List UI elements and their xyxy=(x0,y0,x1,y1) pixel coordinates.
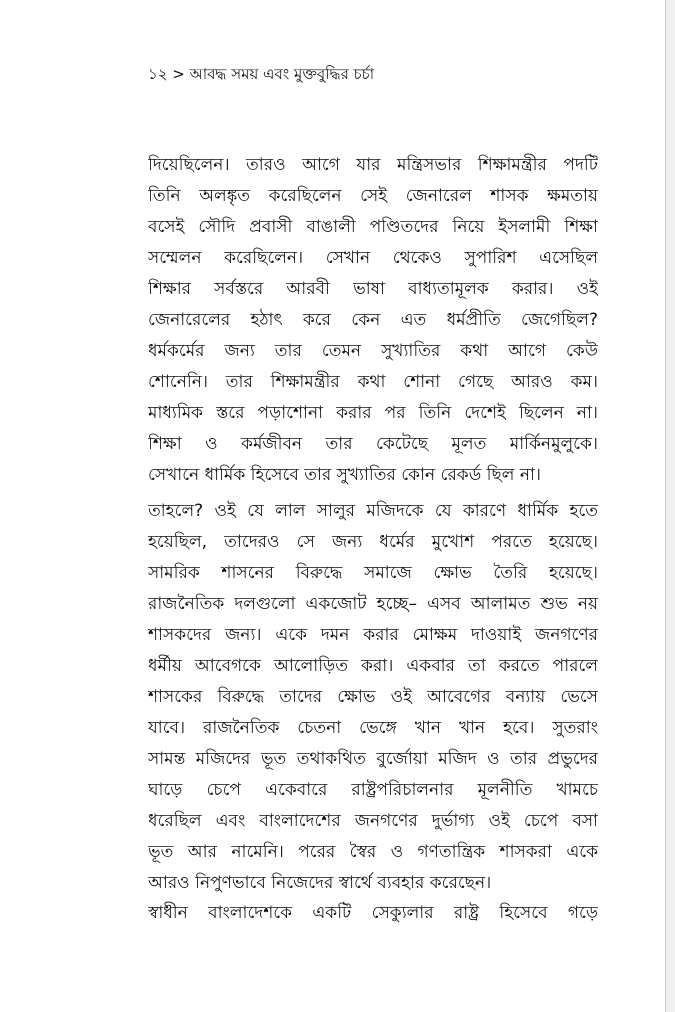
text-line: আরও নিপুণভাবে নিজেদের স্বার্থে ব্যবহার করেছেন। xyxy=(148,873,492,893)
text-line: তিনি অলঙ্কৃত করেছিলেন সেই জেনারেল শাসক ক্ষমতায় xyxy=(148,186,598,206)
paragraph-2 xyxy=(148,496,598,899)
running-header: ১২ > আবদ্ধ সময় এবং মুক্তবুদ্ধির চর্চা xyxy=(148,65,375,83)
paragraph-3 xyxy=(148,898,598,929)
text-line: ঘাড়ে চেপে একেবারে রাষ্ট্রপরিচালনার মূলনীতি খামচে xyxy=(148,780,598,800)
text-line: শাসকদের জন্য। একে দমন করার মোক্ষম দাওয়াই জনগণের xyxy=(148,625,598,645)
text-line: শিক্ষা ও কর্মজীবন তার কেটেছে মূলত মার্কিনমুলুকে। xyxy=(148,434,598,454)
text-line: স্বাধীন বাংলাদেশকে একটি সেক্যুলার রাষ্ট্র হিসেবে গড়ে xyxy=(148,903,598,923)
text-line: সামন্ত মজিদের ভূত তথাকথিত বুর্জোয়া মজিদ ও তার প্রভুদের xyxy=(148,749,598,769)
text-line: ধরেছিল এবং বাংলাদেশের জনগণের দুর্ভাগ্য ওই চেপে বসা xyxy=(148,811,598,831)
text-line: ধর্মীয় আবেগকে আলোড়িত করা। একবার তা করতে পারলে xyxy=(148,656,598,676)
page-edge xyxy=(665,0,675,1012)
text-line: শাসকের বিরুদ্ধে তাদের ক্ষোভ ওই আবেগের বন্যায় ভেসে xyxy=(148,687,598,707)
text-line: ধর্মকর্মের জন্য তার তেমন সুখ্যাতির কথা আগে কেউ xyxy=(148,341,598,361)
text-line: জেনারেলের হঠাৎ করে কেন এত ধর্মপ্রীতি জেগেছিল? xyxy=(148,310,598,330)
text-line: সম্মেলন করেছিলেন। সেখান থেকেও সুপারিশ এসেছিল xyxy=(148,248,598,268)
text-line: ভূত আর নামেনি। পরের স্বৈর ও গণতান্ত্রিক শাসকরা একে xyxy=(148,842,598,862)
text-line: যাবে। রাজনৈতিক চেতনা ভেঙ্গে খান খান হবে। সুতরাং xyxy=(148,718,598,738)
text-line: বসেই সৌদি প্রবাসী বাঙালী পণ্ডিতদের নিয়ে ইসলামী শিক্ষা xyxy=(148,217,598,237)
text-line: সামরিক শাসনের বিরুদ্ধে সমাজে ক্ষোভ তৈরি হয়েছে। xyxy=(148,563,598,583)
paragraph-1 xyxy=(148,150,598,491)
text-line: শোনেনি। তার শিক্ষামন্ত্রীর কথা শোনা গেছে আরও কম। xyxy=(148,372,598,392)
text-line: হয়েছিল, তাদেরও সে জন্য ধর্মের মুখোশ পরতে হয়েছে। xyxy=(148,532,598,552)
text-line: তাহলে? ওই যে লাল সালুর মজিদকে যে কারণে ধার্মিক হতে xyxy=(148,501,598,521)
text-line: শিক্ষার সর্বস্তরে আরবী ভাষা বাধ্যতামূলক করার। ওই xyxy=(148,279,598,299)
text-line: সেখানে ধার্মিক হিসেবে তার সুখ্যাতির কোন রেকর্ড ছিল না। xyxy=(148,465,542,485)
text-line: রাজনৈতিক দলগুলো একজোট হচ্ছে– এসব আলামত শুভ নয় xyxy=(148,594,598,614)
text-line: মাধ্যমিক স্তরে পড়াশোনা করার পর তিনি দেশেই ছিলেন না। xyxy=(148,403,598,423)
text-line: দিয়েছিলেন। তারও আগে যার মন্ত্রিসভার শিক্ষামন্ত্রীর পদটি xyxy=(148,155,598,175)
